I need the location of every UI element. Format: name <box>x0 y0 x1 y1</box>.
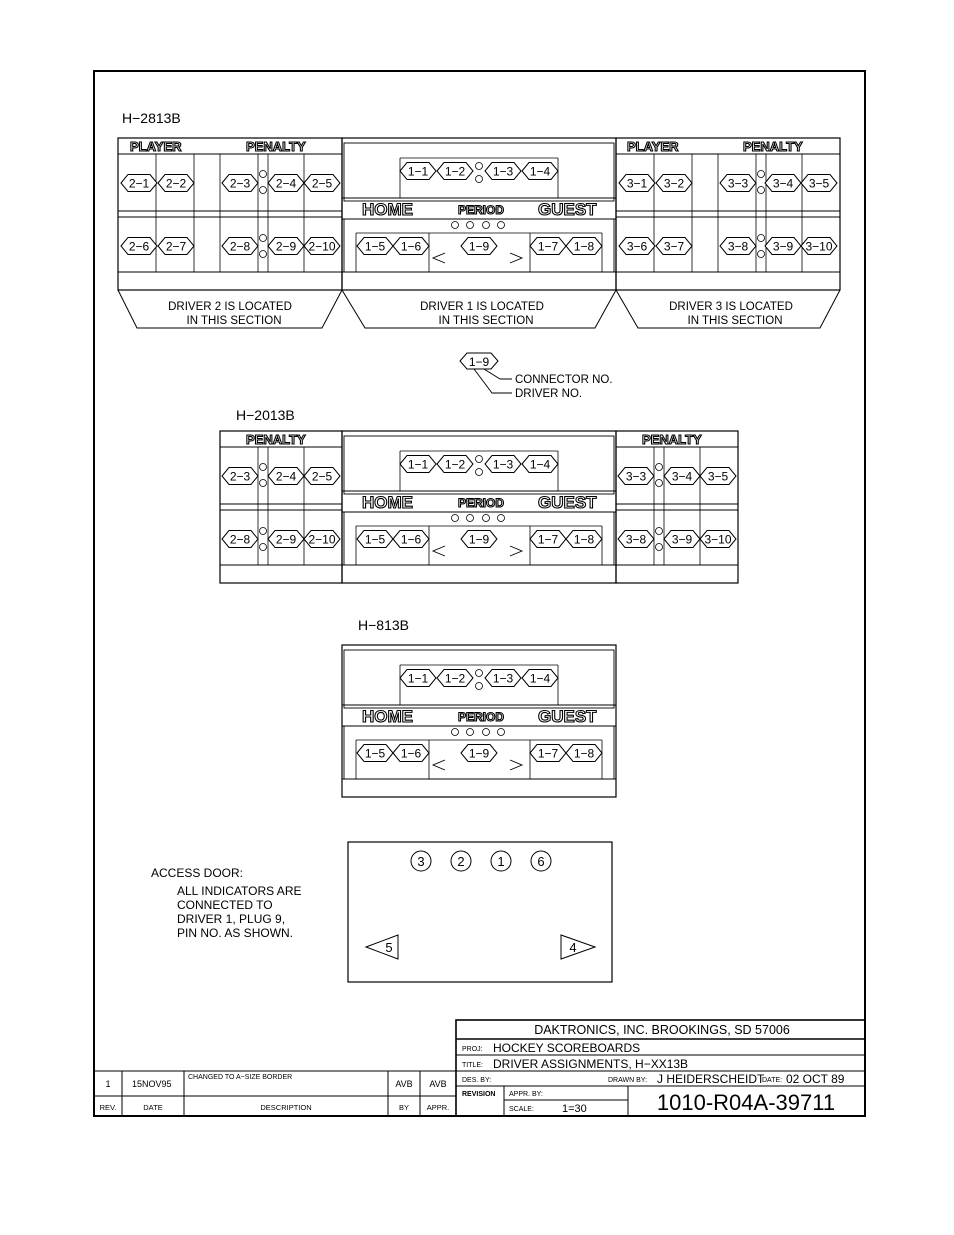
access-door-note <box>151 866 301 940</box>
h813b-connector-1b-4: 1−8 <box>573 746 595 761</box>
h2013b-connector-2-2: 2−5 <box>311 469 333 484</box>
connector-1b-4: 1−8 <box>573 239 595 254</box>
h2813b-home-label: HOME <box>362 200 413 219</box>
connector-3-1: 3−2 <box>663 176 685 191</box>
h2013b-left-penalty-label: PENALTY <box>246 432 306 447</box>
project-name: HOCKEY SCOREBOARDS <box>493 1041 641 1055</box>
h2013b-left-section <box>220 431 342 583</box>
drawing-border <box>94 71 865 1116</box>
rev-header-appr: APPR. <box>426 1103 450 1112</box>
drawing-scale: 1=30 <box>562 1103 587 1115</box>
h2013b-left-bottom-connectors <box>222 531 340 548</box>
drawn-by-label: DRAWN BY: <box>608 1077 648 1084</box>
h2013b-center-section <box>342 431 616 583</box>
connector-3b-3: 3−9 <box>772 239 794 254</box>
h813b-center-top-connectors <box>400 670 558 687</box>
connector-1b-1: 1−6 <box>400 239 422 254</box>
h813b-connector-1-2: 1−3 <box>492 671 514 686</box>
rev-header-by: BY <box>398 1103 410 1112</box>
h2013b-guest-label: GUEST <box>538 493 597 512</box>
access-door-line-4: PIN NO. AS SHOWN. <box>177 926 294 940</box>
h2013b-connector-1b-2: 1−9 <box>468 532 490 547</box>
connector-2-1: 2−2 <box>165 176 187 191</box>
connector-3b-2: 3−8 <box>727 239 749 254</box>
h813b-connector-1b-0: 1−5 <box>364 746 386 761</box>
rev-header-description: DESCRIPTION <box>260 1103 312 1112</box>
connector-3b-1: 3−7 <box>663 239 685 254</box>
connector-3-2: 3−3 <box>727 176 749 191</box>
h2013b-connector-1-2: 1−3 <box>492 457 514 472</box>
access-door-heading: ACCESS DOOR: <box>151 866 244 880</box>
driver-2-note-line1: DRIVER 2 IS LOCATED <box>168 301 292 313</box>
h2013b-connector-1-0: 1−1 <box>407 457 429 472</box>
h2013b-connector-3b-1: 3−9 <box>671 532 693 547</box>
h2013b-left-top-connectors <box>222 468 340 485</box>
h813b-guest-label: GUEST <box>538 707 597 726</box>
access-door-line-1: ALL INDICATORS ARE <box>177 884 302 898</box>
h2813b-center-bottom-connectors <box>357 238 602 255</box>
proj-label: PROJ: <box>462 1046 483 1053</box>
title-block <box>456 1020 865 1116</box>
connector-3b-4: 3−10 <box>805 239 833 254</box>
date-label: DATE: <box>762 1077 783 1084</box>
connector-1-1: 1−2 <box>444 164 466 179</box>
driver-1-note-line2: IN THIS SECTION <box>438 315 534 327</box>
connector-1-2: 1−3 <box>492 164 514 179</box>
driver-2-note-line2: IN THIS SECTION <box>186 315 282 327</box>
access-left-arrow-pin: 5 <box>385 940 393 955</box>
connector-2-0: 2−1 <box>128 176 150 191</box>
h2013b-connector-2b-1: 2−9 <box>275 532 297 547</box>
revision-table <box>94 1071 456 1116</box>
h2013b-connector-1-3: 1−4 <box>529 457 551 472</box>
connector-3-4: 3−5 <box>808 176 830 191</box>
h2013b-home-label: HOME <box>362 493 413 512</box>
h813b-connector-1b-1: 1−6 <box>400 746 422 761</box>
h2013b-connector-2b-2: 2−10 <box>308 532 336 547</box>
connector-2b-2: 2−8 <box>229 239 251 254</box>
rev-appr: AVB <box>429 1079 447 1089</box>
h2013b-connector-3-0: 3−3 <box>625 469 647 484</box>
title-label: TITLE: <box>462 1062 484 1069</box>
h813b-connector-1b-3: 1−7 <box>537 746 559 761</box>
h2813b-right-section <box>616 138 840 290</box>
connector-3-0: 3−1 <box>626 176 648 191</box>
connector-2-3: 2−4 <box>275 176 297 191</box>
driver-3-note-line1: DRIVER 3 IS LOCATED <box>669 301 793 313</box>
rev-header-date: DATE <box>143 1103 163 1112</box>
board-title-h2813b: H−2813B <box>122 110 181 126</box>
company-name: DAKTRONICS, INC. BROOKINGS, SD 57006 <box>534 1023 790 1037</box>
connector-2b-3: 2−9 <box>275 239 297 254</box>
board-title-h2013b: H−2013B <box>236 407 295 423</box>
revision-label: REVISION <box>462 1091 496 1098</box>
h2013b-period-label: PERIOD <box>458 496 505 510</box>
connector-2b-0: 2−6 <box>128 239 150 254</box>
h2013b-center-top-connectors <box>400 456 558 473</box>
drawing-number: 1010-R04A-39711 <box>656 1090 836 1115</box>
h2013b-connector-3-2: 3−5 <box>707 469 729 484</box>
h813b-connector-1-1: 1−2 <box>444 671 466 686</box>
designer-label: DES. BY: <box>462 1077 492 1084</box>
h2013b-connector-2-0: 2−3 <box>229 469 251 484</box>
access-pin-number: 6 <box>537 854 545 869</box>
h813b-home-label: HOME <box>362 707 413 726</box>
rev-date: 15NOV95 <box>132 1079 172 1089</box>
h813b-period-label: PERIOD <box>458 710 505 724</box>
drawing-title: DRIVER ASSIGNMENTS, H−XX13B <box>493 1057 689 1071</box>
h2013b-connector-2-1: 2−4 <box>275 469 297 484</box>
h813b-connector-1b-2: 1−9 <box>468 746 490 761</box>
h2813b-left-top-connectors <box>121 175 340 192</box>
h813b-center-section <box>342 645 616 797</box>
access-door-panel <box>348 842 612 982</box>
access-pin-number: 3 <box>417 854 425 869</box>
driver-1-note-line1: DRIVER 1 IS LOCATED <box>420 301 544 313</box>
connector-2b-1: 2−7 <box>165 239 187 254</box>
access-door-pins <box>411 851 551 871</box>
h2813b-period-label: PERIOD <box>458 203 505 217</box>
h2813b-right-player-label: PLAYER <box>627 139 679 154</box>
driver-2-note <box>118 290 342 328</box>
h2813b-left-section <box>118 138 342 290</box>
approved-by-label: APPR. BY: <box>509 1091 543 1098</box>
h2013b-connector-1-1: 1−2 <box>444 457 466 472</box>
h2013b-connector-1b-1: 1−6 <box>400 532 422 547</box>
h2813b-right-top-connectors <box>619 175 837 192</box>
connector-2-4: 2−5 <box>311 176 333 191</box>
connector-1b-3: 1−7 <box>537 239 559 254</box>
h2013b-connector-3b-0: 3−8 <box>625 532 647 547</box>
connector-legend <box>460 353 613 400</box>
rev-header-rev: REV. <box>99 1103 117 1112</box>
h2813b-center-section <box>342 138 616 290</box>
driver-1-note <box>342 290 616 328</box>
access-door-line-3: DRIVER 1, PLUG 9, <box>177 912 286 926</box>
h2013b-connector-2b-0: 2−8 <box>229 532 251 547</box>
connector-1b-0: 1−5 <box>364 239 386 254</box>
h2013b-right-section <box>616 431 738 583</box>
legend-sample-connector: 1−9 <box>468 355 490 369</box>
connector-3-3: 3−4 <box>772 176 794 191</box>
driver-3-note-line2: IN THIS SECTION <box>687 315 783 327</box>
connector-1-0: 1−1 <box>407 164 429 179</box>
board-title-h813b: H−813B <box>358 617 409 633</box>
connector-1-3: 1−4 <box>529 164 551 179</box>
drawing-date: 02 OCT 89 <box>786 1072 845 1086</box>
rev-number: 1 <box>105 1079 111 1089</box>
driver-3-note <box>616 290 840 328</box>
access-pin-number: 1 <box>497 854 505 869</box>
connector-3b-0: 3−6 <box>626 239 648 254</box>
access-right-arrow-pin: 4 <box>569 940 577 955</box>
drawn-by: J HEIDERSCHEIDT <box>657 1072 765 1086</box>
access-pin-number: 2 <box>457 854 465 869</box>
h2813b-right-bottom-connectors <box>619 238 837 255</box>
h2013b-right-bottom-connectors <box>618 531 736 548</box>
h2013b-center-bottom-connectors <box>357 531 602 548</box>
legend-driver-label: DRIVER NO. <box>515 388 583 400</box>
rev-description: CHANGED TO A−SIZE BORDER <box>188 1074 293 1081</box>
h2813b-left-bottom-connectors <box>121 238 340 255</box>
legend-connector-label: CONNECTOR NO. <box>515 374 613 386</box>
h2813b-left-player-label: PLAYER <box>130 139 182 154</box>
h813b-connector-1-3: 1−4 <box>529 671 551 686</box>
h2813b-center-top-connectors <box>400 163 558 180</box>
h2013b-connector-1b-0: 1−5 <box>364 532 386 547</box>
connector-2b-4: 2−10 <box>308 239 336 254</box>
h2813b-guest-label: GUEST <box>538 200 597 219</box>
h2813b-left-penalty-label: PENALTY <box>246 139 306 154</box>
h813b-connector-1-0: 1−1 <box>407 671 429 686</box>
connector-1b-2: 1−9 <box>468 239 490 254</box>
scale-label: SCALE: <box>509 1106 534 1113</box>
rev-by: AVB <box>395 1079 413 1089</box>
h813b-center-bottom-connectors <box>357 745 602 762</box>
h2013b-connector-3b-2: 3−10 <box>704 532 732 547</box>
h2013b-right-top-connectors <box>618 468 736 485</box>
connector-2-2: 2−3 <box>229 176 251 191</box>
h2013b-connector-1b-4: 1−8 <box>573 532 595 547</box>
h2013b-right-penalty-label: PENALTY <box>642 432 702 447</box>
h2013b-connector-3-1: 3−4 <box>671 469 693 484</box>
h2013b-connector-1b-3: 1−7 <box>537 532 559 547</box>
h2813b-right-penalty-label: PENALTY <box>743 139 803 154</box>
access-door-line-2: CONNECTED TO <box>177 898 273 912</box>
